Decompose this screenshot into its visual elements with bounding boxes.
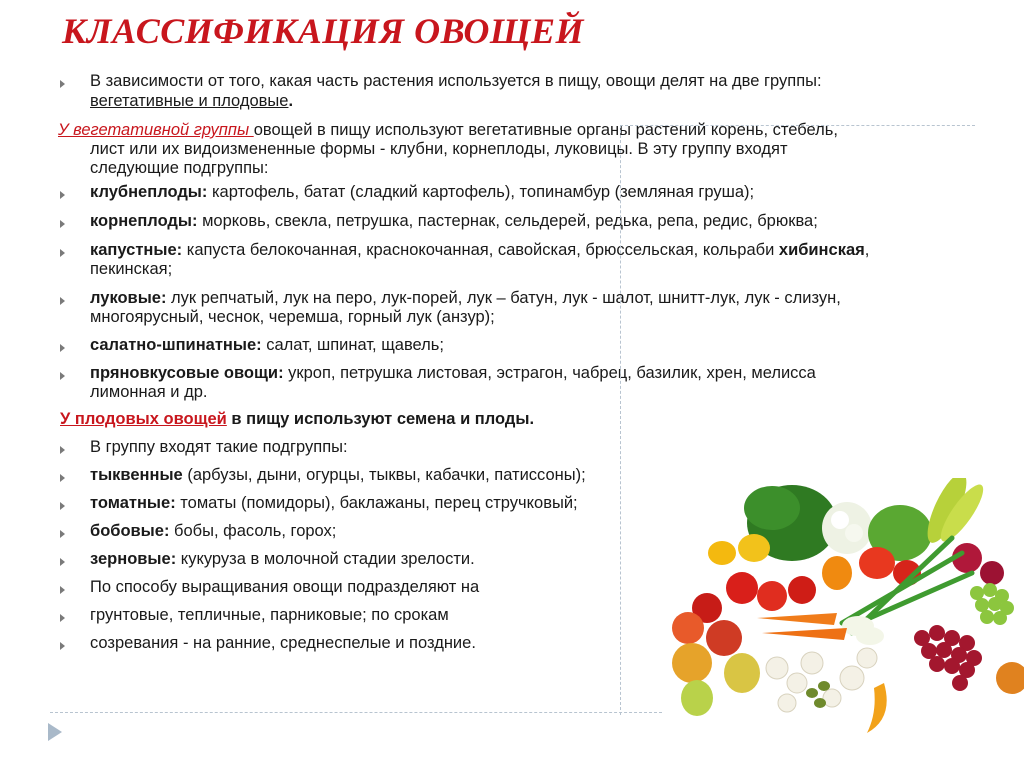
- veg-group-heading: У вегетативной группы: [58, 121, 254, 139]
- bullet-icon: [60, 297, 65, 305]
- subgroup-spicy-line-2: лимонная и др.: [90, 383, 208, 401]
- vegetables-illustration: [662, 478, 1024, 748]
- dashed-divider-bottom: [50, 712, 662, 713]
- growing-line-2: грунтовые, тепличные, парниковые; по срокам: [90, 606, 449, 624]
- subgroup-roots-label: корнеплоды:: [90, 212, 198, 230]
- fruit-grain: [90, 550, 475, 569]
- bullet-icon: [60, 344, 65, 352]
- intro-period: .: [288, 92, 294, 110]
- fruit-legume-text: бобы, фасоль, горох;: [169, 522, 337, 540]
- subgroup-tubers: [90, 183, 754, 202]
- subgroup-cabbage-bold: хибинская: [778, 241, 865, 259]
- fruit-group-text: в пищу используют семена и плоды.: [226, 410, 535, 428]
- veg-group-line-1: [58, 121, 838, 140]
- fruit-legume-label: бобовые:: [90, 522, 170, 540]
- dashed-divider-vertical: [620, 125, 621, 715]
- slide-title: КЛАССИФИКАЦИЯ ОВОЩЕЙ: [62, 11, 584, 51]
- fruit-tomato: [90, 494, 578, 513]
- subgroup-cabbage-text: капуста белокочанная, краснокочанная, савойская, брюссельская, кольраби: [182, 241, 779, 259]
- bullet-icon: [60, 191, 65, 199]
- subgroup-salad-text: салат, шпинат, щавель;: [261, 336, 444, 354]
- subgroup-onion: [90, 289, 841, 308]
- fruit-pumpkin-text: (арбузы, дыни, огурцы, тыквы, кабачки, патиссоны);: [182, 466, 586, 484]
- veg-group-line-2: лист или их видоизмененные формы - клубни, корнеплоды, луковицы. В эту группу входят: [90, 140, 788, 158]
- fruit-group-heading: У плодовых овощей: [60, 410, 227, 428]
- bullet-icon: [60, 586, 65, 594]
- fruit-group-line: [60, 410, 534, 429]
- subgroup-spicy-label: пряновкусовые овощи:: [90, 364, 284, 382]
- subgroup-salad: [90, 336, 444, 355]
- subgroup-cabbage: [90, 241, 869, 260]
- corner-arrow-icon: [48, 723, 62, 741]
- intro-line-1: В зависимости от того, какая часть растения используется в пищу, овощи делят на две группы:: [90, 72, 822, 90]
- subgroup-onion-line-2: многоярусный, чеснок, черемша, горный лук (анзур);: [90, 308, 495, 326]
- veg-group-line-3: следующие подгруппы:: [90, 159, 269, 177]
- intro-line-2: [90, 92, 293, 111]
- subgroup-spicy: [90, 364, 816, 383]
- bullet-icon: [60, 220, 65, 228]
- subgroup-roots: [90, 212, 818, 231]
- subgroup-onion-text: лук репчатый, лук на перо, лук-порей, лук – батун, лук - шалот, шнитт-лук, лук - слизун,: [166, 289, 841, 307]
- subgroup-salad-label: салатно-шпинатные:: [90, 336, 262, 354]
- subgroup-onion-label: луковые:: [90, 289, 167, 307]
- fruit-grain-text: кукуруза в молочной стадии зрелости.: [176, 550, 475, 568]
- bullet-icon: [60, 614, 65, 622]
- groups-underlined: вегетативные и плодовые: [90, 92, 289, 110]
- growing-line-3: созревания - на ранние, среднеспелые и поздние.: [90, 634, 476, 652]
- bullet-icon: [60, 530, 65, 538]
- bullet-icon: [60, 80, 65, 88]
- fruit-grain-label: зерновые:: [90, 550, 177, 568]
- bullet-icon: [60, 372, 65, 380]
- fruit-intro: В группу входят такие подгруппы:: [90, 438, 348, 456]
- bullet-icon: [60, 249, 65, 257]
- bullet-icon: [60, 446, 65, 454]
- fruit-pumpkin-label: тыквенные: [90, 466, 183, 484]
- subgroup-cabbage-comma: ,: [864, 241, 870, 259]
- subgroup-cabbage-label: капустные:: [90, 241, 183, 259]
- fruit-pumpkin: [90, 466, 586, 485]
- fruit-legume: [90, 522, 336, 541]
- growing-line-1: По способу выращивания овощи подразделяют на: [90, 578, 480, 596]
- subgroup-cabbage-line-2: пекинская;: [90, 260, 173, 278]
- fruit-tomato-label: томатные:: [90, 494, 176, 512]
- bullet-icon: [60, 558, 65, 566]
- dashed-divider-top: [620, 125, 975, 126]
- bullet-icon: [60, 642, 65, 650]
- bullet-icon: [60, 474, 65, 482]
- veg-group-text-1: овощей в пищу используют вегетативные органы растений корень, стебель,: [253, 121, 838, 139]
- subgroup-tubers-text: картофель, батат (сладкий картофель), топинамбур (земляная груша);: [207, 183, 755, 201]
- subgroup-roots-text: морковь, свекла, петрушка, пастернак, сельдерей, редька, репа, редис, брюква;: [197, 212, 818, 230]
- bullet-icon: [60, 502, 65, 510]
- subgroup-spicy-text: укроп, петрушка листовая, эстрагон, чабрец, базилик, хрен, мелисса: [283, 364, 816, 382]
- fruit-tomato-text: томаты (помидоры), баклажаны, перец стручковый;: [175, 494, 578, 512]
- subgroup-tubers-label: клубнеплоды:: [90, 183, 208, 201]
